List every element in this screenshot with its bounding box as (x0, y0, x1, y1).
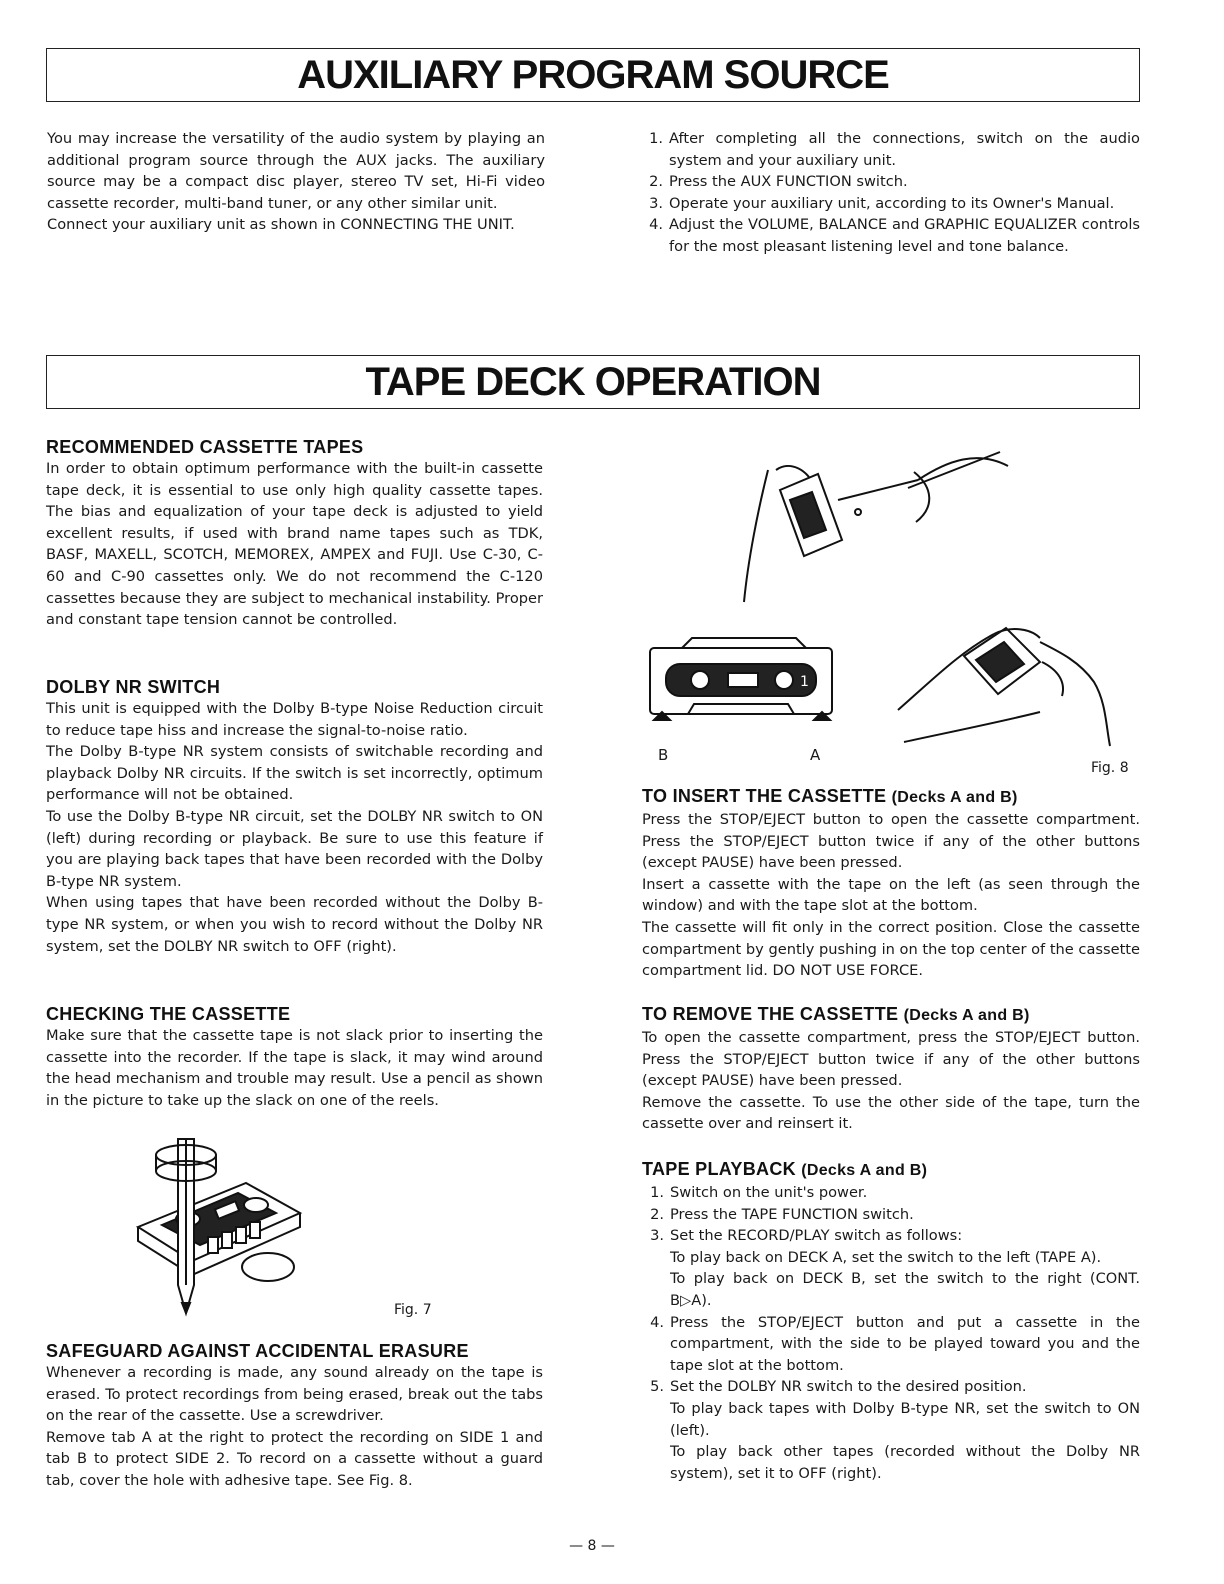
insert-cassette (642, 785, 1140, 982)
aux-step: 3. Operate your auxiliary unit, according to its Owner's Manual. (649, 194, 1115, 212)
aux-section-banner (46, 48, 1140, 102)
dolby-nr-paragraph: This unit is equipped with the Dolby B-type Noise Reduction circuit to reduce tape hiss and increase the signal-to-noise ratio. (46, 700, 543, 739)
playback-step-detail: To play back other tapes (recorded without the Dolby NR system), set it to OFF (right). (670, 1443, 1140, 1482)
playback-step: 1. Switch on the unit's power. (650, 1184, 868, 1201)
recommended-tapes (46, 436, 543, 631)
playback-step-detail: To play back on DECK B, set the switch to the right (CONT. B▷A). (670, 1270, 1140, 1309)
insert-cassette-paragraph: The cassette will fit only in the correct position. Close the cassette compartment by gently pushing in on the top center of the cassette compartment lid. DO NOT USE FORCE. (642, 918, 1140, 980)
safeguard-erasure (46, 1340, 543, 1492)
tape-section-title: TAPE DECK OPERATION (365, 360, 821, 404)
playback-step: 5. Set the DOLBY NR switch to the desired position. To play back tapes with Dolby B-type NR, set the switch to ON (left). To play back other tapes (recorded without the Dolby NR system), set it to OFF (right). (642, 1376, 1140, 1484)
dolby-nr-paragraph: When using tapes that have been recorded without the Dolby B-type NR system, or when you wish to record without the Dolby NR system, set the DOLBY NR switch to OFF (right). (46, 894, 543, 955)
fig7-pencil-cassette-illustration (128, 1135, 308, 1325)
safeguard-erasure-heading: SAFEGUARD AGAINST ACCIDENTAL ERASURE (46, 1341, 469, 1361)
checking-cassette-body: Make sure that the cassette tape is not slack prior to inserting the cassette into the recorder. If the tape is slack, it may wind around the head mechanism and trouble may result. Use a pencil as shown in the picture to take up the slack on one of the reels. (46, 1027, 543, 1109)
page-number: — 8 — (569, 1538, 615, 1554)
insert-cassette-paragraph: Press the STOP/EJECT button to open the cassette compartment. Press the STOP/EJECT button twice if any of the other buttons (except PAUSE) have been pressed. (642, 811, 1140, 872)
aux-step: 1. After completing all the connections, switch on the audio system and your auxiliary unit. (649, 130, 1140, 169)
fig7-label: Fig. 7 (394, 1302, 432, 1318)
remove-cassette (642, 1003, 1140, 1135)
fig8-cassette-mark: 1 (800, 674, 809, 690)
fig8-tab-b-label: B (658, 746, 669, 764)
recommended-tapes-body: In order to obtain optimum performance with the built-in cassette tape deck, it is essential to use only high quality cassette tapes. The bias and equalization of your tape deck is adjusted to yield excellent results, if used with brand name tapes such as TDK, BASF, MAXELL, SCOTCH, MEMOREX, AMPEX and FUJI. Use C-30, C-60 and C-90 cassettes only. We do not recommend the C-120 cassettes because they are subject to mechanical instability. Proper and constant tape tension cannot be controlled. (46, 460, 543, 629)
safeguard-erasure-paragraph: Whenever a recording is made, any sound already on the tape is erased. To protect recordings from being erased, break out the tabs on the rear of the cassette. Use a screwdriver. (46, 1364, 543, 1425)
insert-cassette-heading: TO INSERT THE CASSETTE (Decks A and B) (642, 786, 1018, 806)
fig8-hands-tab-illustration (890, 622, 1140, 752)
playback-step-detail: To play back tapes with Dolby B-type NR, set the switch to ON (left). (670, 1399, 1140, 1439)
aux-section-title: AUXILIARY PROGRAM SOURCE (297, 53, 889, 97)
aux-intro-paragraph: You may increase the versatility of the audio system by playing an additional program source through the AUX jacks. The auxiliary source may be a compact disc player, stereo TV set, Hi-Fi video cassette recorder, multi-band tuner, or any other similar unit. (47, 130, 545, 212)
aux-steps (641, 128, 1140, 258)
playback-step: 4. Press the STOP/EJECT button and put a cassette in the compartment, with the side to be played toward you and the tape slot at the bottom. (650, 1313, 1140, 1374)
dolby-nr-switch (46, 676, 543, 957)
dolby-nr-paragraph: The Dolby B-type NR system consists of switchable recording and playback Dolby NR circuits. If the switch is set incorrectly, optimum performance will not be obtained. (46, 743, 543, 804)
playback-step-detail: To play back on DECK A, set the switch to the left (TAPE A). (670, 1248, 1102, 1266)
fig8-screwdriver-illustration (738, 430, 1028, 610)
playback-step: 2. Press the TAPE FUNCTION switch. (650, 1205, 914, 1223)
aux-step: 4. Adjust the VOLUME, BALANCE and GRAPHIC EQUALIZER controls for the most pleasant listening level and tone balance. (649, 216, 1140, 255)
tape-section-banner (46, 355, 1140, 409)
remove-cassette-heading: TO REMOVE THE CASSETTE (Decks A and B) (642, 1004, 1030, 1024)
checking-cassette-heading: CHECKING THE CASSETTE (46, 1004, 291, 1024)
dolby-nr-heading: DOLBY NR SWITCH (46, 677, 221, 697)
aux-intro (47, 128, 545, 236)
remove-cassette-paragraph: To open the cassette compartment, press the STOP/EJECT button. Press the STOP/EJECT button twice if any of the other buttons (except PAUSE) have been pressed. (642, 1029, 1140, 1090)
fig8-tab-a-label: A (810, 746, 821, 764)
insert-cassette-paragraph: Insert a cassette with the tape on the left (as seen through the window) and with the tape slot at the bottom. (642, 875, 1140, 915)
playback-step: 3. Set the RECORD/PLAY switch as follows: To play back on DECK A, set the switch to the left (TAPE A). To play back on DECK B, set the switch to the right (CONT. B▷A). (642, 1225, 1140, 1311)
tape-playback (642, 1158, 1140, 1484)
safeguard-erasure-paragraph: Remove tab A at the right to protect the recording on SIDE 1 and tab B to protect SIDE 2. To record on a cassette without a guard tab, cover the hole with adhesive tape. See Fig. 8. (46, 1428, 543, 1489)
remove-cassette-paragraph: Remove the cassette. To use the other side of the tape, turn the cassette over and reinsert it. (642, 1093, 1140, 1133)
recommended-tapes-heading: RECOMMENDED CASSETTE TAPES (46, 437, 364, 457)
fig8-label: Fig. 8 (1091, 760, 1129, 776)
aux-intro-paragraph: Connect your auxiliary unit as shown in CONNECTING THE UNIT. (47, 216, 515, 234)
checking-cassette (46, 1003, 543, 1111)
tape-playback-heading: TAPE PLAYBACK (Decks A and B) (642, 1159, 928, 1179)
fig8-cassette-tabs-illustration (648, 636, 838, 726)
aux-step: 2. Press the AUX FUNCTION switch. (649, 173, 908, 191)
dolby-nr-paragraph: To use the Dolby B-type NR circuit, set the DOLBY NR switch to ON (left) during recording or playback. Be sure to use this feature if you are playing back tapes that have been recorded with the Dolby B-type NR system. (46, 807, 543, 890)
